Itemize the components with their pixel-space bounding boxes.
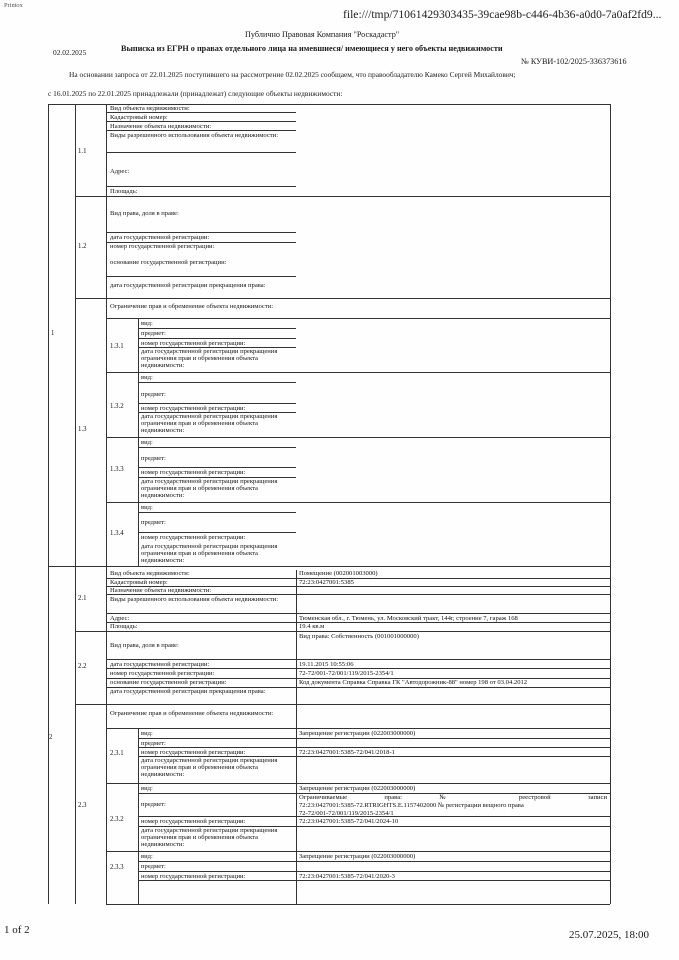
label-restr-termination: дата государственной регистрации прекращения ограничения прав и обременения объекта недвижимости: bbox=[141, 348, 278, 370]
label-termination-date: дата государственной регистрации прекращения права: bbox=[110, 282, 266, 289]
section-1-3: 1.3 bbox=[78, 426, 87, 433]
label-termination-date: дата государственной регистрации прекращения права: bbox=[110, 688, 266, 695]
section-1-1: 1.1 bbox=[78, 148, 87, 155]
label-reg-number: номер государственной регистрации: bbox=[141, 873, 246, 880]
label-restr-termination: дата государственной регистрации прекращения ограничения прав и обременения объекта недвижимости: bbox=[141, 757, 278, 779]
label-restr-termination: дата государственной регистрации прекращения ограничения прав и обременения объекта недвижимости: bbox=[141, 478, 278, 500]
section-1: 1 bbox=[51, 330, 55, 337]
section-2-3-3: 2.3.3 bbox=[110, 864, 124, 871]
value-reg-number: 72-72/001-72/001/119/2015-2354/1 bbox=[299, 670, 394, 677]
value-reg-date: 19.11.2015 10:55:06 bbox=[299, 661, 354, 668]
label-kind: вид: bbox=[141, 730, 153, 737]
label-kind: вид: bbox=[141, 320, 153, 327]
value-restriction-2-subject-l2: 72:23:0427001:5385-72.RTRIGHTS.E.1157402000 № регистрации вещного права bbox=[299, 802, 524, 809]
section-2-2: 2.2 bbox=[78, 663, 87, 670]
label-cadastral: Кадастровый номер: bbox=[110, 114, 168, 121]
company-name: Публично Правовая Компания "Роскадастр" bbox=[245, 30, 400, 39]
print-label: Printox bbox=[4, 2, 23, 9]
value-restriction-2-kind: Запрещение регистрации (022003000000) bbox=[299, 785, 416, 792]
label-restrictions: Ограничение прав и обременение объекта недвижимости: bbox=[110, 710, 274, 717]
label-permitted-use: Виды разрешенного использования объекта недвижимости: bbox=[110, 596, 279, 603]
value-address: Тюменская обл., г. Тюмень, ул. Московский тракт, 144г, строение 7, гараж 168 bbox=[299, 615, 518, 622]
label-cadastral: Кадастровый номер: bbox=[110, 579, 168, 586]
label-subject: предмет: bbox=[141, 391, 166, 398]
document-title: Выписка из ЕГРН о правах отдельного лица на имевшиеся/ имеющиеся у него объекты недвижимости bbox=[121, 44, 503, 53]
label-address: Адрес: bbox=[110, 168, 130, 175]
page-counter: 1 of 2 bbox=[4, 924, 30, 936]
value-object-type: Помещение (002001003000) bbox=[299, 570, 378, 577]
value-cadastral: 72:23:0427001:5385 bbox=[299, 579, 354, 586]
intro-line-2: с 16.01.2025 по 22.01.2025 принадлежали (принадлежат) следующие объекты недвижимости: bbox=[48, 89, 343, 98]
section-2-3-1: 2.3.1 bbox=[110, 750, 124, 757]
label-right-type: Вид права, доля в праве: bbox=[110, 642, 179, 649]
label-subject: предмет: bbox=[141, 455, 166, 462]
label-kind: вид: bbox=[141, 374, 153, 381]
label-address: Адрес: bbox=[110, 615, 130, 622]
section-1-3-4: 1.3.4 bbox=[110, 530, 124, 537]
label-reg-date: дата государственной регистрации: bbox=[110, 661, 210, 668]
section-2: 2 bbox=[49, 734, 53, 741]
label-reg-number: номер государственной регистрации: bbox=[141, 469, 246, 476]
label-reg-number: номер государственной регистрации: bbox=[141, 534, 246, 541]
section-2-1: 2.1 bbox=[78, 595, 87, 602]
value-right-type: Вид права: Собственность (001001000000) bbox=[299, 633, 419, 640]
label-restr-termination: дата государственной регистрации прекращения ограничения прав и обременения объекта недвижимости: bbox=[141, 543, 278, 565]
intro-line-1: На основании запроса от 22.01.2025 поступившего на рассмотрение 02.02.2025 сообщаем, что правообладателю Камеко Сергей Михайлович; bbox=[69, 70, 516, 79]
value-reg-basis: Код документа Справка Справка ГК "Автодорожник-88" номер 198 от 03.04.2012 bbox=[299, 679, 528, 686]
section-1-2: 1.2 bbox=[78, 243, 87, 250]
label-permitted-use: Виды разрешенного использования объекта недвижимости: bbox=[110, 132, 279, 139]
label-restr-termination: дата государственной регистрации прекращения ограничения прав и обременения объекта недвижимости: bbox=[141, 413, 278, 435]
label-reg-number: номер государственной регистрации: bbox=[110, 243, 215, 250]
label-restr-termination: дата государственной регистрации прекращения ограничения прав и обременения объекта недвижимости: bbox=[141, 827, 278, 849]
section-1-3-1: 1.3.1 bbox=[110, 343, 124, 350]
section-2-3-2: 2.3.2 bbox=[110, 816, 124, 823]
label-reg-number: номер государственной регистрации: bbox=[141, 340, 246, 347]
label-object-type: Вид объекта недвижимости: bbox=[110, 570, 190, 577]
label-reg-number: номер государственной регистрации: bbox=[110, 670, 215, 677]
value-area: 19.4 кв.м bbox=[299, 623, 325, 630]
label-reg-number: номер государственной регистрации: bbox=[141, 818, 246, 825]
label-reg-number: номер государственной регистрации: bbox=[141, 405, 246, 412]
print-datetime: 25.07.2025, 18:00 bbox=[569, 929, 650, 941]
label-area: Площадь: bbox=[110, 188, 138, 195]
value-restriction-2-number: 72:23:0427001:5385-72/041/2024-10 bbox=[299, 818, 399, 825]
label-kind: вид: bbox=[141, 504, 153, 511]
label-subject: предмет: bbox=[141, 519, 166, 526]
section-1-3-3: 1.3.3 bbox=[110, 466, 124, 473]
value-restriction-1-kind: Запрещение регистрации (022003000000) bbox=[299, 730, 416, 737]
label-purpose: Назначение объекта недвижимости: bbox=[110, 123, 212, 130]
label-area: Площадь: bbox=[110, 623, 138, 630]
label-restrictions: Ограничение прав и обременение объекта недвижимости: bbox=[110, 303, 274, 310]
label-subject: предмет: bbox=[141, 740, 166, 747]
label-reg-date: дата государственной регистрации: bbox=[110, 234, 210, 241]
label-reg-basis: основание государственной регистрации: bbox=[110, 259, 227, 266]
value-restriction-2-subject-l3: 72-72/001-72/001/119/2015-2354/1 bbox=[299, 810, 394, 817]
label-object-type: Вид объекта недвижимости: bbox=[110, 105, 190, 112]
label-purpose: Назначение объекта недвижимости: bbox=[110, 587, 212, 594]
label-kind: вид: bbox=[141, 853, 153, 860]
page-url: file:///tmp/71061429303435-39cae98b-c446-4b36-a0d0-7a0af2fd9... bbox=[343, 8, 662, 21]
value-restriction-3-kind: Запрещение регистрации (022003000000) bbox=[299, 853, 416, 860]
label-right-type: Вид права, доля в праве: bbox=[110, 210, 179, 217]
value-restriction-1-number: 72:23:0427001:5385-72/041/2018-1 bbox=[299, 749, 395, 756]
value-restriction-2-subject-l1: Ограничиваемые права: № реестровой записи bbox=[299, 794, 607, 801]
document-date: 02.02.2025 bbox=[53, 48, 87, 57]
label-kind: вид: bbox=[141, 785, 153, 792]
section-2-3: 2.3 bbox=[78, 802, 87, 809]
label-subject: предмет: bbox=[141, 330, 166, 337]
value-restriction-3-number: 72:23:0427001:5385-72/041/2020-3 bbox=[299, 873, 395, 880]
section-1-3-2: 1.3.2 bbox=[110, 403, 124, 410]
document-number: № КУВИ-102/2025-336373616 bbox=[521, 57, 627, 66]
label-subject: предмет: bbox=[141, 801, 166, 808]
label-subject: предмет: bbox=[141, 863, 166, 870]
label-kind: вид: bbox=[141, 439, 153, 446]
label-reg-basis: основание государственной регистрации: bbox=[110, 679, 227, 686]
label-reg-number: номер государственной регистрации: bbox=[141, 749, 246, 756]
